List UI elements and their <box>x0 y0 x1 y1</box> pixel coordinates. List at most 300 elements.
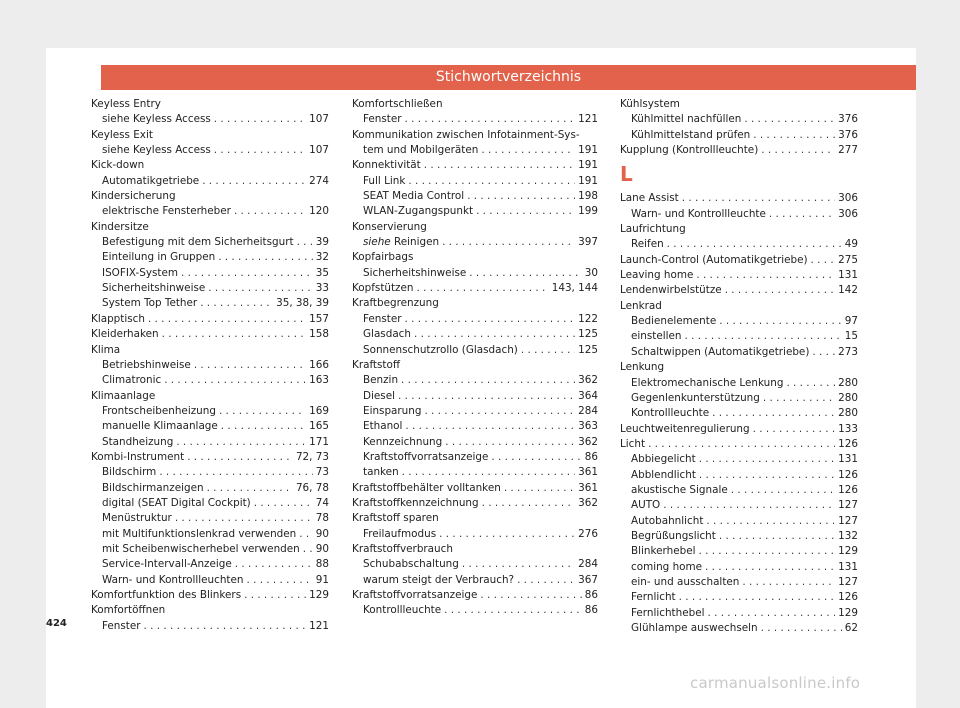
index-subentry <box>620 590 858 605</box>
index-entry <box>620 253 858 268</box>
index-subentry <box>91 404 329 419</box>
dot-leader <box>763 391 835 406</box>
entry-term: Service-Intervall-Anzeige <box>102 558 232 571</box>
page-reference: 126 <box>838 437 858 450</box>
dot-leader <box>712 406 835 421</box>
page-reference: 32 <box>315 251 329 264</box>
index-subentry <box>620 207 858 222</box>
dot-leader <box>402 465 576 480</box>
index-subentry <box>352 312 598 327</box>
index-entry <box>620 437 858 452</box>
dot-leader <box>405 419 575 434</box>
index-heading: Kraftstoffverbrauch <box>352 542 453 555</box>
dot-leader <box>467 189 575 204</box>
index-entry <box>352 588 598 603</box>
index-subentry <box>91 435 329 450</box>
page-reference: 280 <box>838 407 858 420</box>
index-subentry <box>352 389 598 404</box>
dot-leader <box>744 112 835 127</box>
index-subentry <box>620 314 858 329</box>
index-heading: Kraftbegrenzung <box>352 297 439 310</box>
entry-term: Menüstruktur <box>102 512 172 525</box>
dot-leader <box>408 174 575 189</box>
dot-leader <box>811 253 836 268</box>
page-reference: 126 <box>838 483 858 496</box>
index-subentry <box>352 557 598 572</box>
index-heading: Kraftstoff <box>352 358 401 371</box>
page-reference: 74 <box>315 496 329 509</box>
page-reference: 166 <box>309 358 329 371</box>
entry-term: Benzin <box>363 374 399 387</box>
dot-leader <box>706 514 835 529</box>
page-reference: 397 <box>578 236 598 249</box>
dot-leader <box>699 452 835 467</box>
entry-term: Kraftstoffvorratsanzeige <box>352 589 478 601</box>
page-reference: 198 <box>578 190 598 203</box>
dot-leader <box>469 266 582 281</box>
index-subentry <box>91 358 329 373</box>
dot-leader <box>164 373 306 388</box>
page-reference: 280 <box>838 391 858 404</box>
entry-term: tanken <box>363 466 399 479</box>
entry-term: einstellen <box>631 330 682 343</box>
page-reference: 97 <box>844 315 858 328</box>
page-reference: 90 <box>315 527 329 540</box>
entry-term: Kühlmittelstand prüfen <box>631 128 751 141</box>
page-reference: 306 <box>838 207 858 220</box>
page-reference: 88 <box>315 558 329 571</box>
index-subentry <box>620 560 858 575</box>
page-reference: 30 <box>584 266 598 279</box>
index-subentry <box>620 544 858 559</box>
index-subentry <box>352 373 598 388</box>
dot-leader <box>707 606 835 621</box>
page-reference: 90 <box>315 542 329 555</box>
index-heading: Komfortöffnen <box>91 604 166 617</box>
page-number: 424 <box>46 618 67 629</box>
entry-term: digital (SEAT Digital Cockpit) <box>102 496 251 509</box>
document-page <box>46 48 916 708</box>
dot-leader <box>685 329 842 344</box>
dot-leader <box>663 498 835 513</box>
dot-leader <box>753 128 835 143</box>
page-reference: 127 <box>838 575 858 588</box>
entry-term: Glühlampe auswechseln <box>631 622 758 634</box>
page-reference: 131 <box>838 453 858 466</box>
entry-term: Konnektivität <box>352 159 421 172</box>
entry-term: Schubabschaltung <box>363 558 459 571</box>
dot-leader <box>667 237 842 252</box>
index-subentry <box>620 237 858 252</box>
dot-leader <box>405 112 576 127</box>
dot-leader <box>476 204 575 219</box>
dot-leader <box>725 283 835 298</box>
page-reference: 120 <box>309 205 329 218</box>
dot-leader <box>303 542 313 557</box>
entry-term: Betriebshinweise <box>102 358 191 371</box>
index-column-2 <box>352 97 598 619</box>
dot-leader <box>719 529 835 544</box>
index-heading: Kick-down <box>91 159 145 172</box>
page-reference: 126 <box>838 591 858 604</box>
entry-term: Kopfstützen <box>352 282 414 295</box>
dot-leader <box>682 191 835 206</box>
page-reference: 78 <box>315 512 329 525</box>
index-column-3 <box>620 97 858 636</box>
entry-term: Kennzeichnung <box>363 435 443 448</box>
entry-term: Freilaufmodus <box>363 527 437 540</box>
entry-term: Full Link <box>363 174 406 187</box>
entry-term: Kontrollleuchte <box>631 407 710 420</box>
dot-leader <box>679 590 836 605</box>
page-reference: 133 <box>838 422 858 435</box>
index-entry <box>91 450 329 465</box>
entry-term: Begrüßungslicht <box>631 529 716 542</box>
entry-term: Climatronic <box>102 374 162 387</box>
entry-term: tem und Mobilgeräten <box>363 144 479 157</box>
index-subentry <box>91 250 329 265</box>
index-subentry <box>91 204 329 219</box>
dot-leader <box>698 544 835 559</box>
dot-leader <box>439 527 575 542</box>
page-reference: 191 <box>578 144 598 157</box>
index-entry <box>91 588 329 603</box>
dot-leader <box>405 312 576 327</box>
page-reference: 125 <box>578 343 598 356</box>
dot-leader <box>214 112 306 127</box>
dot-leader <box>482 496 576 511</box>
page-reference: 169 <box>309 404 329 417</box>
index-entry <box>620 143 858 158</box>
dot-leader <box>504 481 575 496</box>
index-subentry <box>91 573 329 588</box>
page-reference: 86 <box>584 589 598 601</box>
index-heading: Kindersicherung <box>91 190 176 203</box>
index-subentry <box>352 450 598 465</box>
dot-leader <box>254 496 313 511</box>
page-reference: 306 <box>838 192 858 205</box>
index-subentry <box>91 496 329 511</box>
page-reference: 127 <box>838 514 858 527</box>
index-subentry <box>352 174 598 189</box>
index-subentry <box>620 529 858 544</box>
index-subentry <box>620 376 858 391</box>
index-subentry <box>352 343 598 358</box>
dot-leader <box>731 483 835 498</box>
page-reference: 376 <box>838 128 858 141</box>
index-subentry <box>91 542 329 557</box>
entry-term: Lane Assist <box>620 192 679 205</box>
entry-term: akustische Signale <box>631 483 728 496</box>
dot-leader <box>414 327 575 342</box>
dot-leader <box>235 557 313 572</box>
entry-term: ISOFIX-System <box>102 266 178 279</box>
entry-term: Kraftstoffkennzeichnung <box>352 496 479 509</box>
dot-leader <box>491 450 581 465</box>
page-reference: 143, 144 <box>551 282 598 295</box>
entry-term: Launch-Control (Automatikgetriebe) <box>620 253 808 266</box>
page-reference: 86 <box>584 604 598 617</box>
entry-see-prefix: siehe <box>363 236 391 249</box>
dot-leader <box>786 376 835 391</box>
dot-leader <box>207 481 293 496</box>
dot-leader <box>208 281 313 296</box>
index-heading: Laufrichtung <box>620 223 686 236</box>
index-subentry <box>620 498 858 513</box>
index-entry <box>352 481 598 496</box>
index-subentry <box>91 557 329 572</box>
dot-leader <box>699 468 835 483</box>
entry-term: Warn- und Kontrollleuchte <box>631 207 766 220</box>
entry-term: Fernlichthebel <box>631 606 705 619</box>
page-reference: 121 <box>578 113 598 126</box>
index-heading: Kindersitze <box>91 220 149 233</box>
dot-leader <box>481 143 575 158</box>
entry-term: Kraftstoffbehälter volltanken <box>352 481 501 494</box>
index-subentry <box>91 527 329 542</box>
entry-term: Fenster <box>102 619 141 632</box>
page-reference: 364 <box>578 389 598 402</box>
index-subentry <box>620 575 858 590</box>
entry-term: Standheizung <box>102 435 174 448</box>
index-subentry <box>620 468 858 483</box>
index-subentry <box>91 296 329 311</box>
dot-leader <box>442 235 575 250</box>
index-subentry <box>620 621 858 636</box>
entry-term: Licht <box>620 437 646 450</box>
index-subentry <box>91 143 329 158</box>
entry-term: Ethanol <box>363 420 403 433</box>
page-reference: 199 <box>578 205 598 218</box>
index-subentry <box>620 128 858 143</box>
index-subentry <box>91 235 329 250</box>
dot-leader <box>202 174 306 189</box>
index-heading: Klima <box>91 343 121 356</box>
entry-term: Komfortfunktion des Blinkers <box>91 589 242 601</box>
index-subentry <box>91 174 329 189</box>
page-reference: 107 <box>309 113 329 126</box>
entry-term: Kontrollleuchte <box>363 604 442 617</box>
dot-leader <box>480 588 581 603</box>
dot-leader <box>246 573 312 588</box>
page-reference: 125 <box>578 328 598 341</box>
entry-term-text: Reinigen <box>393 236 440 249</box>
dot-leader <box>187 450 293 465</box>
index-subentry <box>352 112 598 127</box>
dot-leader <box>181 266 313 281</box>
entry-term: WLAN-Zugangspunkt <box>363 205 474 218</box>
entry-term: Lendenwirbelstütze <box>620 284 722 297</box>
dot-leader <box>144 619 307 634</box>
dot-leader <box>297 235 313 250</box>
entry-term: Diesel <box>363 389 395 402</box>
dot-leader <box>200 296 273 311</box>
entry-term: Automatikgetriebe <box>102 174 200 187</box>
entry-term: Gegenlenkunterstützung <box>631 391 760 404</box>
entry-term: Glasdach <box>363 328 411 341</box>
index-subentry <box>91 619 329 634</box>
dot-leader <box>244 588 306 603</box>
index-subentry <box>352 204 598 219</box>
page-reference: 126 <box>838 468 858 481</box>
entry-term: Kupplung (Kontrollleuchte) <box>620 144 759 157</box>
index-heading: Lenkrad <box>620 299 662 312</box>
dot-leader <box>462 557 575 572</box>
entry-term: Abblendlicht <box>631 468 696 481</box>
index-heading: Klimaanlage <box>91 389 156 402</box>
dot-leader <box>696 268 835 283</box>
page-reference: 49 <box>844 238 858 251</box>
page-reference: 171 <box>309 435 329 448</box>
entry-term: Kraftstoffvorratsanzeige <box>363 450 489 463</box>
dot-leader <box>517 573 575 588</box>
page-reference: 361 <box>578 466 598 479</box>
page-reference: 191 <box>578 159 598 172</box>
index-entry <box>620 268 858 283</box>
entry-term: Einsparung <box>363 404 422 417</box>
page-reference: 284 <box>578 404 598 417</box>
entry-term: SEAT Media Control <box>363 190 465 203</box>
dot-leader <box>159 465 312 480</box>
dot-leader <box>769 207 835 222</box>
index-heading: Lenkung <box>620 361 665 374</box>
dot-leader <box>221 419 306 434</box>
index-letter-heading: L <box>620 162 633 187</box>
entry-term: siehe Keyless Access <box>102 113 211 126</box>
entry-term: Einteilung in Gruppen <box>102 251 216 264</box>
dot-leader <box>175 511 313 526</box>
index-entry <box>352 281 598 296</box>
entry-term: Bildschirm <box>102 466 157 479</box>
page-reference: 362 <box>578 374 598 387</box>
dot-leader <box>194 358 306 373</box>
entry-term: Sicherheitshinweise <box>102 282 206 295</box>
entry-term: elektrische Fensterheber <box>102 205 231 218</box>
page-reference: 76, 78 <box>295 481 329 494</box>
index-entry <box>620 283 858 298</box>
page-reference: 363 <box>578 420 598 433</box>
index-subentry <box>91 419 329 434</box>
index-subentry <box>352 327 598 342</box>
dot-leader <box>234 204 306 219</box>
index-subentry <box>91 481 329 496</box>
entry-term: Befestigung mit dem Sicherheitsgurt <box>102 236 294 249</box>
index-subentry <box>620 112 858 127</box>
page-reference: 33 <box>315 282 329 295</box>
page-reference: 277 <box>838 144 858 157</box>
dot-leader <box>401 373 575 388</box>
entry-term: System Top Tether <box>102 297 198 310</box>
entry-term: Blinkerhebel <box>631 545 696 558</box>
page-reference: 284 <box>578 558 598 571</box>
page-reference: 142 <box>838 284 858 297</box>
index-entry <box>352 158 598 173</box>
page-reference: 129 <box>838 545 858 558</box>
page-reference: 91 <box>315 573 329 586</box>
index-subentry <box>620 514 858 529</box>
entry-term: Sicherheitshinweise <box>363 266 467 279</box>
page-reference: 107 <box>309 144 329 157</box>
entry-term: warum steigt der Verbrauch? <box>363 573 515 586</box>
page-reference: 86 <box>584 450 598 463</box>
entry-term: Leuchtweitenregulierung <box>620 422 750 435</box>
page-reference: 273 <box>838 345 858 358</box>
index-heading: Komfortschließen <box>352 98 443 110</box>
index-entry <box>352 496 598 511</box>
dot-leader <box>521 343 575 358</box>
dot-leader <box>218 250 313 265</box>
index-heading: Keyless Entry <box>91 98 161 110</box>
watermark: carmanualsonline.info <box>690 674 861 692</box>
dot-leader <box>417 281 549 296</box>
index-subentry <box>352 573 598 588</box>
entry-term: manuelle Klimaanlage <box>102 420 218 433</box>
dot-leader <box>761 621 842 636</box>
index-subentry <box>620 345 858 360</box>
page-reference: 122 <box>578 312 598 325</box>
page-reference: 158 <box>309 328 329 341</box>
entry-term: Schaltwippen (Automatikgetriebe) <box>631 345 810 358</box>
entry-term: coming home <box>631 560 703 573</box>
entry-term: Abbiegelicht <box>631 453 696 466</box>
entry-term: Fernlicht <box>631 591 676 604</box>
dot-leader <box>424 404 575 419</box>
dot-leader <box>176 435 306 450</box>
page-reference: 361 <box>578 481 598 494</box>
page-reference: 274 <box>309 174 329 187</box>
page-reference: 129 <box>309 589 329 601</box>
entry-term: Frontscheibenheizung <box>102 404 216 417</box>
entry-term: Klapptisch <box>91 312 145 325</box>
dot-leader <box>812 345 835 360</box>
dot-leader <box>742 575 835 590</box>
index-heading: Konservierung <box>352 220 427 233</box>
dot-leader <box>424 158 575 173</box>
index-subentry <box>91 266 329 281</box>
entry-term: Warn- und Kontrollleuchten <box>102 573 244 586</box>
index-heading: Keyless Exit <box>91 128 153 141</box>
index-subentry <box>91 281 329 296</box>
entry-term: siehe Keyless Access <box>102 144 211 157</box>
index-subentry <box>352 603 598 618</box>
page-reference: 276 <box>578 527 598 540</box>
index-subentry <box>91 511 329 526</box>
dot-leader <box>444 603 582 618</box>
dot-leader <box>445 435 575 450</box>
page-title: Stichwortverzeichnis <box>101 65 916 90</box>
page-reference: 39 <box>315 236 329 249</box>
page-reference: 367 <box>578 573 598 586</box>
index-heading: Kommunikation zwischen Infotainment-Sys- <box>352 128 580 141</box>
page-reference: 15 <box>844 330 858 343</box>
page-reference: 35 <box>315 266 329 279</box>
page-reference: 73 <box>315 466 329 479</box>
entry-term: Autobahnlicht <box>631 514 704 527</box>
dot-leader <box>162 327 307 342</box>
entry-term: Kombi-Instrument <box>91 450 185 463</box>
index-subentry <box>352 266 598 281</box>
entry-term: mit Scheibenwischerhebel verwenden <box>102 542 300 555</box>
index-subentry <box>352 435 598 450</box>
index-entry <box>620 191 858 206</box>
dot-leader <box>148 312 306 327</box>
index-subentry <box>620 606 858 621</box>
index-subentry <box>620 406 858 421</box>
index-entry <box>91 312 329 327</box>
page-reference: 121 <box>309 619 329 632</box>
dot-leader <box>761 143 835 158</box>
dot-leader <box>398 389 575 404</box>
